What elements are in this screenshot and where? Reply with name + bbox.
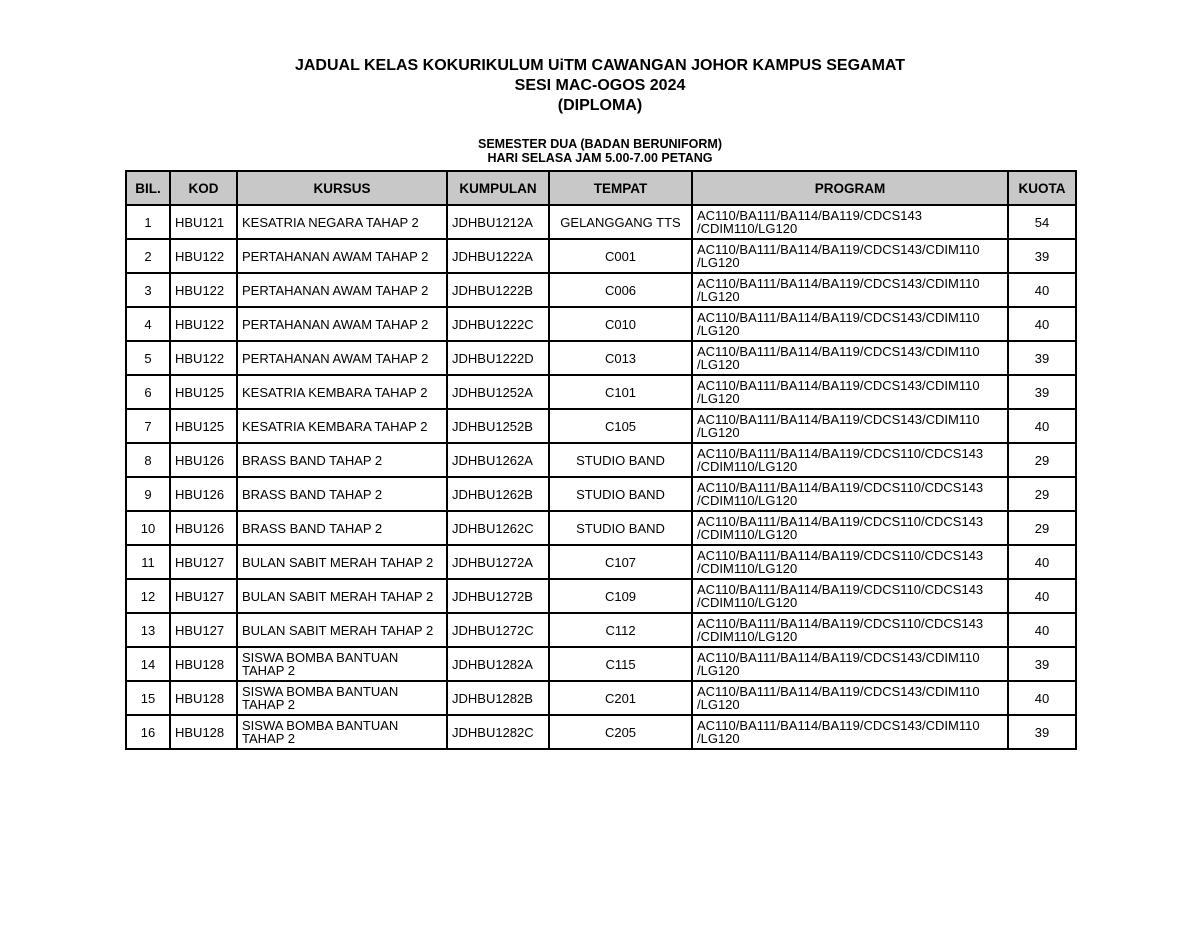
cell-kursus: KESATRIA NEGARA TAHAP 2	[237, 205, 447, 239]
table-row	[126, 477, 1076, 511]
cell-kumpulan: JDHBU1252B	[447, 409, 549, 443]
cell-kursus: BULAN SABIT MERAH TAHAP 2	[237, 613, 447, 647]
cell-bil: 2	[126, 239, 170, 273]
cell-kumpulan: JDHBU1282C	[447, 715, 549, 749]
column-header-kumpulan: KUMPULAN	[447, 171, 549, 205]
cell-program: AC110/BA111/BA114/BA119/CDCS110/CDCS143 /CDIM110/LG120	[692, 511, 1008, 545]
cell-tempat: C006	[549, 273, 692, 307]
table-row	[126, 307, 1076, 341]
title-line: SESI MAC-OGOS 2024	[514, 77, 686, 94]
cell-bil: 7	[126, 409, 170, 443]
cell-kod: HBU128	[170, 681, 237, 715]
table-row	[126, 375, 1076, 409]
cell-kumpulan: JDHBU1262C	[447, 511, 549, 545]
table-row	[126, 341, 1076, 375]
table-row	[126, 205, 1076, 239]
cell-kursus: KESATRIA KEMBARA TAHAP 2	[237, 409, 447, 443]
cell-kod: HBU125	[170, 375, 237, 409]
cell-kumpulan: JDHBU1222B	[447, 273, 549, 307]
cell-kuota: 40	[1008, 273, 1076, 307]
cell-program: AC110/BA111/BA114/BA119/CDCS143/CDIM110 /LG120	[692, 647, 1008, 681]
cell-kod: HBU127	[170, 613, 237, 647]
cell-program: AC110/BA111/BA114/BA119/CDCS143/CDIM110 /LG120	[692, 409, 1008, 443]
cell-kumpulan: JDHBU1222A	[447, 239, 549, 273]
cell-bil: 13	[126, 613, 170, 647]
cell-tempat: STUDIO BAND	[549, 477, 692, 511]
cell-kursus: PERTAHANAN AWAM TAHAP 2	[237, 273, 447, 307]
cell-kod: HBU126	[170, 443, 237, 477]
title-line: JADUAL KELAS KOKURIKULUM UiTM CAWANGAN JOHOR KAMPUS SEGAMAT	[294, 57, 906, 74]
cell-bil: 14	[126, 647, 170, 681]
cell-kuota: 39	[1008, 647, 1076, 681]
cell-kursus: KESATRIA KEMBARA TAHAP 2	[237, 375, 447, 409]
cell-kod: HBU128	[170, 715, 237, 749]
cell-kumpulan: JDHBU1262A	[447, 443, 549, 477]
table-row	[126, 443, 1076, 477]
cell-kuota: 40	[1008, 579, 1076, 613]
cell-kursus: SISWA BOMBA BANTUAN TAHAP 2	[237, 715, 447, 749]
cell-program: AC110/BA111/BA114/BA119/CDCS143/CDIM110 /LG120	[692, 239, 1008, 273]
cell-kuota: 39	[1008, 375, 1076, 409]
cell-kod: HBU125	[170, 409, 237, 443]
cell-kuota: 40	[1008, 409, 1076, 443]
cell-bil: 1	[126, 205, 170, 239]
cell-kursus: SISWA BOMBA BANTUAN TAHAP 2	[237, 647, 447, 681]
cell-tempat: STUDIO BAND	[549, 443, 692, 477]
column-header-kursus: KURSUS	[237, 171, 447, 205]
title-line: (DIPLOMA)	[557, 97, 643, 114]
cell-kuota: 40	[1008, 545, 1076, 579]
cell-tempat: C107	[549, 545, 692, 579]
cell-kumpulan: JDHBU1282A	[447, 647, 549, 681]
cell-kumpulan: JDHBU1252A	[447, 375, 549, 409]
cell-bil: 12	[126, 579, 170, 613]
cell-kuota: 29	[1008, 511, 1076, 545]
cell-kumpulan: JDHBU1212A	[447, 205, 549, 239]
column-header-program: PROGRAM	[692, 171, 1008, 205]
table-row	[126, 579, 1076, 613]
column-header-tempat: TEMPAT	[549, 171, 692, 205]
cell-bil: 11	[126, 545, 170, 579]
cell-bil: 6	[126, 375, 170, 409]
cell-program: AC110/BA111/BA114/BA119/CDCS110/CDCS143 /CDIM110/LG120	[692, 477, 1008, 511]
cell-kursus: PERTAHANAN AWAM TAHAP 2	[237, 239, 447, 273]
cell-program: AC110/BA111/BA114/BA119/CDCS143/CDIM110 /LG120	[692, 341, 1008, 375]
table-row	[126, 239, 1076, 273]
cell-program: AC110/BA111/BA114/BA119/CDCS110/CDCS143 /CDIM110/LG120	[692, 443, 1008, 477]
column-header-kod: KOD	[170, 171, 237, 205]
cell-kursus: BULAN SABIT MERAH TAHAP 2	[237, 579, 447, 613]
cell-bil: 15	[126, 681, 170, 715]
cell-kuota: 40	[1008, 681, 1076, 715]
column-header-bil: BIL.	[126, 171, 170, 205]
table-header-row	[126, 171, 1076, 205]
cell-tempat: C205	[549, 715, 692, 749]
cell-tempat: C109	[549, 579, 692, 613]
cell-kuota: 29	[1008, 477, 1076, 511]
cell-program: AC110/BA111/BA114/BA119/CDCS143/CDIM110 /LG120	[692, 375, 1008, 409]
cell-tempat: C115	[549, 647, 692, 681]
cell-kod: HBU127	[170, 579, 237, 613]
document-subtitle	[0, 137, 1200, 165]
cell-tempat: C013	[549, 341, 692, 375]
table-row	[126, 511, 1076, 545]
cell-kumpulan: JDHBU1272A	[447, 545, 549, 579]
column-header-kuota: KUOTA	[1008, 171, 1076, 205]
cell-kursus: BRASS BAND TAHAP 2	[237, 511, 447, 545]
cell-kuota: 40	[1008, 613, 1076, 647]
cell-bil: 8	[126, 443, 170, 477]
cell-bil: 5	[126, 341, 170, 375]
cell-program: AC110/BA111/BA114/BA119/CDCS110/CDCS143 /CDIM110/LG120	[692, 613, 1008, 647]
cell-kuota: 39	[1008, 341, 1076, 375]
cell-kod: HBU122	[170, 273, 237, 307]
cell-kumpulan: JDHBU1222D	[447, 341, 549, 375]
cell-program: AC110/BA111/BA114/BA119/CDCS143/CDIM110 /LG120	[692, 715, 1008, 749]
cell-kuota: 54	[1008, 205, 1076, 239]
cell-kursus: BRASS BAND TAHAP 2	[237, 477, 447, 511]
cell-program: AC110/BA111/BA114/BA119/CDCS143/CDIM110 /LG120	[692, 681, 1008, 715]
table-row	[126, 715, 1076, 749]
cell-tempat: STUDIO BAND	[549, 511, 692, 545]
subtitle-line: SEMESTER DUA (BADAN BERUNIFORM)	[478, 137, 722, 151]
cell-kumpulan: JDHBU1272B	[447, 579, 549, 613]
cell-kuota: 29	[1008, 443, 1076, 477]
cell-program: AC110/BA111/BA114/BA119/CDCS143/CDIM110 /LG120	[692, 307, 1008, 341]
cell-kursus: PERTAHANAN AWAM TAHAP 2	[237, 307, 447, 341]
cell-kod: HBU128	[170, 647, 237, 681]
document-title	[0, 56, 1200, 116]
cell-tempat: C105	[549, 409, 692, 443]
cell-kod: HBU122	[170, 341, 237, 375]
cell-kumpulan: JDHBU1222C	[447, 307, 549, 341]
cell-kursus: SISWA BOMBA BANTUAN TAHAP 2	[237, 681, 447, 715]
cell-tempat: C001	[549, 239, 692, 273]
cell-kuota: 39	[1008, 239, 1076, 273]
cell-kumpulan: JDHBU1272C	[447, 613, 549, 647]
cell-program: AC110/BA111/BA114/BA119/CDCS110/CDCS143 /CDIM110/LG120	[692, 579, 1008, 613]
cell-kod: HBU122	[170, 239, 237, 273]
cell-bil: 9	[126, 477, 170, 511]
table-row	[126, 647, 1076, 681]
schedule-table	[125, 170, 1077, 750]
cell-bil: 10	[126, 511, 170, 545]
cell-tempat: C201	[549, 681, 692, 715]
table-row	[126, 273, 1076, 307]
cell-kursus: BULAN SABIT MERAH TAHAP 2	[237, 545, 447, 579]
subtitle-line: HARI SELASA JAM 5.00-7.00 PETANG	[487, 151, 713, 165]
cell-kod: HBU121	[170, 205, 237, 239]
cell-kursus: BRASS BAND TAHAP 2	[237, 443, 447, 477]
cell-kod: HBU122	[170, 307, 237, 341]
cell-program: AC110/BA111/BA114/BA119/CDCS143/CDIM110 /LG120	[692, 273, 1008, 307]
cell-kod: HBU126	[170, 477, 237, 511]
table-row	[126, 613, 1076, 647]
cell-bil: 4	[126, 307, 170, 341]
cell-program: AC110/BA111/BA114/BA119/CDCS110/CDCS143 /CDIM110/LG120	[692, 545, 1008, 579]
table-row	[126, 681, 1076, 715]
cell-kumpulan: JDHBU1262B	[447, 477, 549, 511]
cell-bil: 3	[126, 273, 170, 307]
table-row	[126, 409, 1076, 443]
cell-kuota: 39	[1008, 715, 1076, 749]
cell-tempat: GELANGGANG TTS	[549, 205, 692, 239]
cell-tempat: C010	[549, 307, 692, 341]
cell-bil: 16	[126, 715, 170, 749]
cell-program: AC110/BA111/BA114/BA119/CDCS143 /CDIM110/LG120	[692, 205, 1008, 239]
cell-tempat: C112	[549, 613, 692, 647]
cell-kod: HBU127	[170, 545, 237, 579]
cell-tempat: C101	[549, 375, 692, 409]
table-body	[126, 205, 1076, 749]
cell-kuota: 40	[1008, 307, 1076, 341]
table-row	[126, 545, 1076, 579]
cell-kumpulan: JDHBU1282B	[447, 681, 549, 715]
cell-kod: HBU126	[170, 511, 237, 545]
cell-kursus: PERTAHANAN AWAM TAHAP 2	[237, 341, 447, 375]
